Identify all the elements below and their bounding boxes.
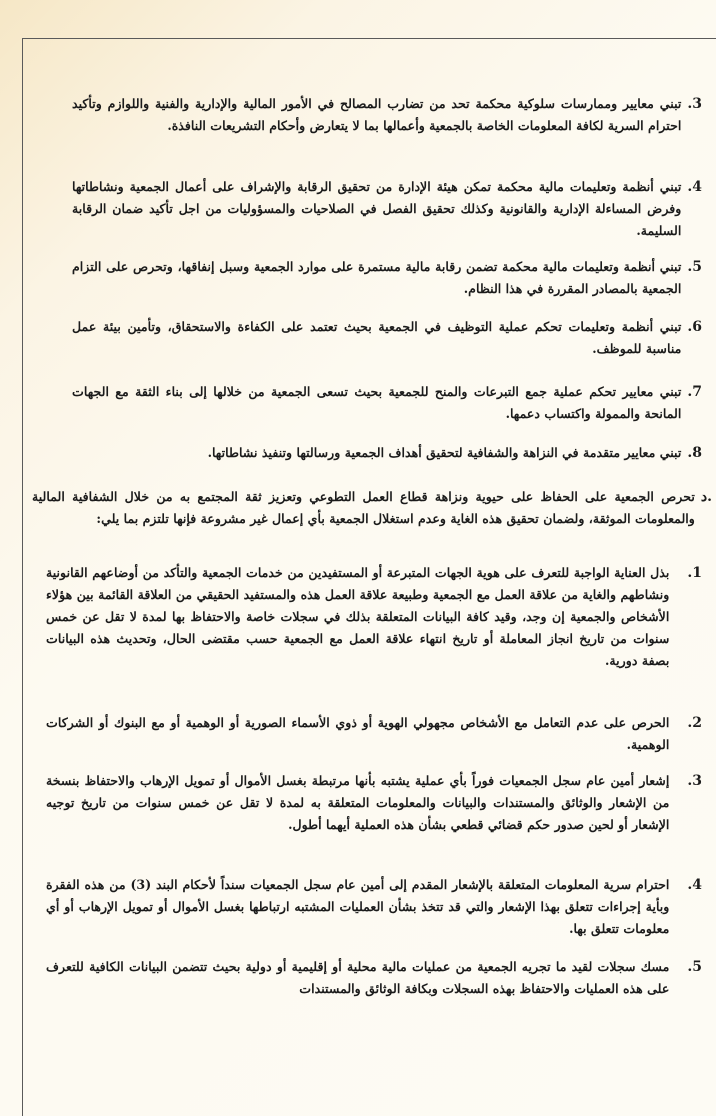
list-item [72, 381, 702, 425]
item-number: .8 [687, 445, 702, 461]
item-number: .4 [687, 877, 702, 893]
list-item [72, 176, 702, 242]
item-text: تبني أنظمة وتعليمات مالية محكمة تمكن هيئة الإدارة من تحقيق الرقابة والإشراف على أعمال الجمعية ونشاطاتها وفرض المساءلة الإدارية والقانونية وكذلك تحقيق الفصل في الصلاحيات والمسؤوليات من اجل تأكيد ضمان الرقابة السليمة. [72, 179, 682, 238]
item-number: .2 [687, 715, 702, 731]
list-item [46, 562, 702, 672]
item-text: بذل العناية الواجبة للتعرف على هوية الجهات المتبرعة أو المستفيدين من خدمات الجمعية والتأكد من أوضاعهم القانونية ونشاطهم والغاية من علاقة العمل مع الجمعية وطبيعة علاقة العمل هذه والمستفيد الحقيقي من العلاقة القائمة بين هؤلاء الأشخاص والجمعية إن وجد، وقيد كافة البيانات المتعلقة بذلك في سجلات خاصة والاحتفاظ بها لمدة لا تقل عن خمس سنوات من تاريخ انجاز المعاملة أو تاريخ انتهاء علاقة العمل مع الجمعية حسب مقتضى الحال، وتحديث هذه البيانات بصفة دورية. [46, 565, 670, 668]
list-item [46, 956, 702, 1000]
list-item [46, 712, 702, 756]
item-number: .6 [687, 319, 702, 335]
item-text: الحرص على عدم التعامل مع الأشخاص مجهولي الهوية أو ذوي الأسماء الصورية أو الوهمية أو مع البنوك أو الشركات الوهمية. [46, 715, 670, 752]
item-number: .5 [687, 959, 702, 975]
item-number: .3 [687, 773, 702, 789]
item-number: .7 [687, 384, 702, 400]
list-item [46, 770, 702, 836]
item-number: .1 [687, 565, 702, 581]
item-text: تبني معايير تحكم عملية جمع التبرعات والمنح للجمعية بحيث تسعى الجمعية من خلالها إلى بناء الثقة مع الجهات المانحة والممولة واكتساب دعمها. [72, 384, 682, 421]
section-letter: د. [700, 489, 712, 505]
item-number: .4 [687, 179, 702, 195]
item-text: تبني أنظمة وتعليمات مالية محكمة تضمن رقابة مالية مستمرة على موارد الجمعية وسبل إنفاقها، وتحرص على التزام الجمعية بالمصادر المقررة في هذا النظام. [72, 259, 682, 296]
item-number: .5 [687, 259, 702, 275]
list-item [72, 256, 702, 300]
item-text: تبني أنظمة وتعليمات تحكم عملية التوظيف في الجمعية بحيث تعتمد على الكفاءة والاستحقاق، وتأمين بيئة عمل مناسبة للموظف. [72, 319, 682, 356]
item-text: مسك سجلات لقيد ما تجريه الجمعية من عمليات مالية محلية أو إقليمية أو دولية بحيث تتضمن البيانات الكافية للتعرف على هذه العمليات والاحتفاظ بهذه السجلات وبكافة الوثائق والمستندات [46, 959, 670, 996]
item-text: إشعار أمين عام سجل الجمعيات فوراً بأي عملية يشتبه بأنها مرتبطة بغسل الأموال أو تمويل الإرهاب والاحتفاظ بنسخة من الإشعار والوثائق والمستندات والبيانات والمعلومات المتعلقة به لمدة لا تقل عن خمس سنوات من تاريخ توجيه الإشعار أو لحين صدور حكم قضائي قطعي بشأن هذه العملية أيهما أطول. [46, 773, 670, 832]
item-text: تبني معايير وممارسات سلوكية محكمة تحد من تضارب المصالح في الأمور المالية والإدارية والفنية واللوازم وتأكيد احترام السرية لكافة المعلومات الخاصة بالجمعية وأعمالها بما لا يتعارض وأحكام التشريعات النافذة. [72, 96, 682, 133]
list-item [72, 316, 702, 360]
list-item [72, 442, 702, 464]
intro-text: تحرص الجمعية على الحفاظ على حيوية ونزاهة قطاع العمل التطوعي وتعزيز ثقة المجتمع به من خلال الشفافية المالية والمعلومات الموثقة، ولضمان تحقيق هذه الغاية وعدم استغلال الجمعية بأي إعمال غير مشروعة فإنها تلتزم بما يلي: [32, 489, 695, 526]
intro-paragraph [32, 486, 712, 530]
item-number: .3 [687, 96, 702, 112]
list-item [72, 93, 702, 137]
item-text: احترام سرية المعلومات المتعلقة بالإشعار المقدم إلى أمين عام سجل الجمعيات سنداً لأحكام البند (3) من هذه الفقرة وبأية إجراءات تتعلق بهذا الإشعار والتي قد تتخذ بشأن العمليات المشتبه ارتباطها بغسل الأموال أو تمويل الإرهاب أو أي معلومات تتعلق بها. [46, 877, 670, 936]
item-text: تبني معايير متقدمة في النزاهة والشفافية لتحقيق أهداف الجمعية ورسالتها وتنفيذ نشاطاتها. [207, 445, 682, 460]
list-item [46, 874, 702, 940]
